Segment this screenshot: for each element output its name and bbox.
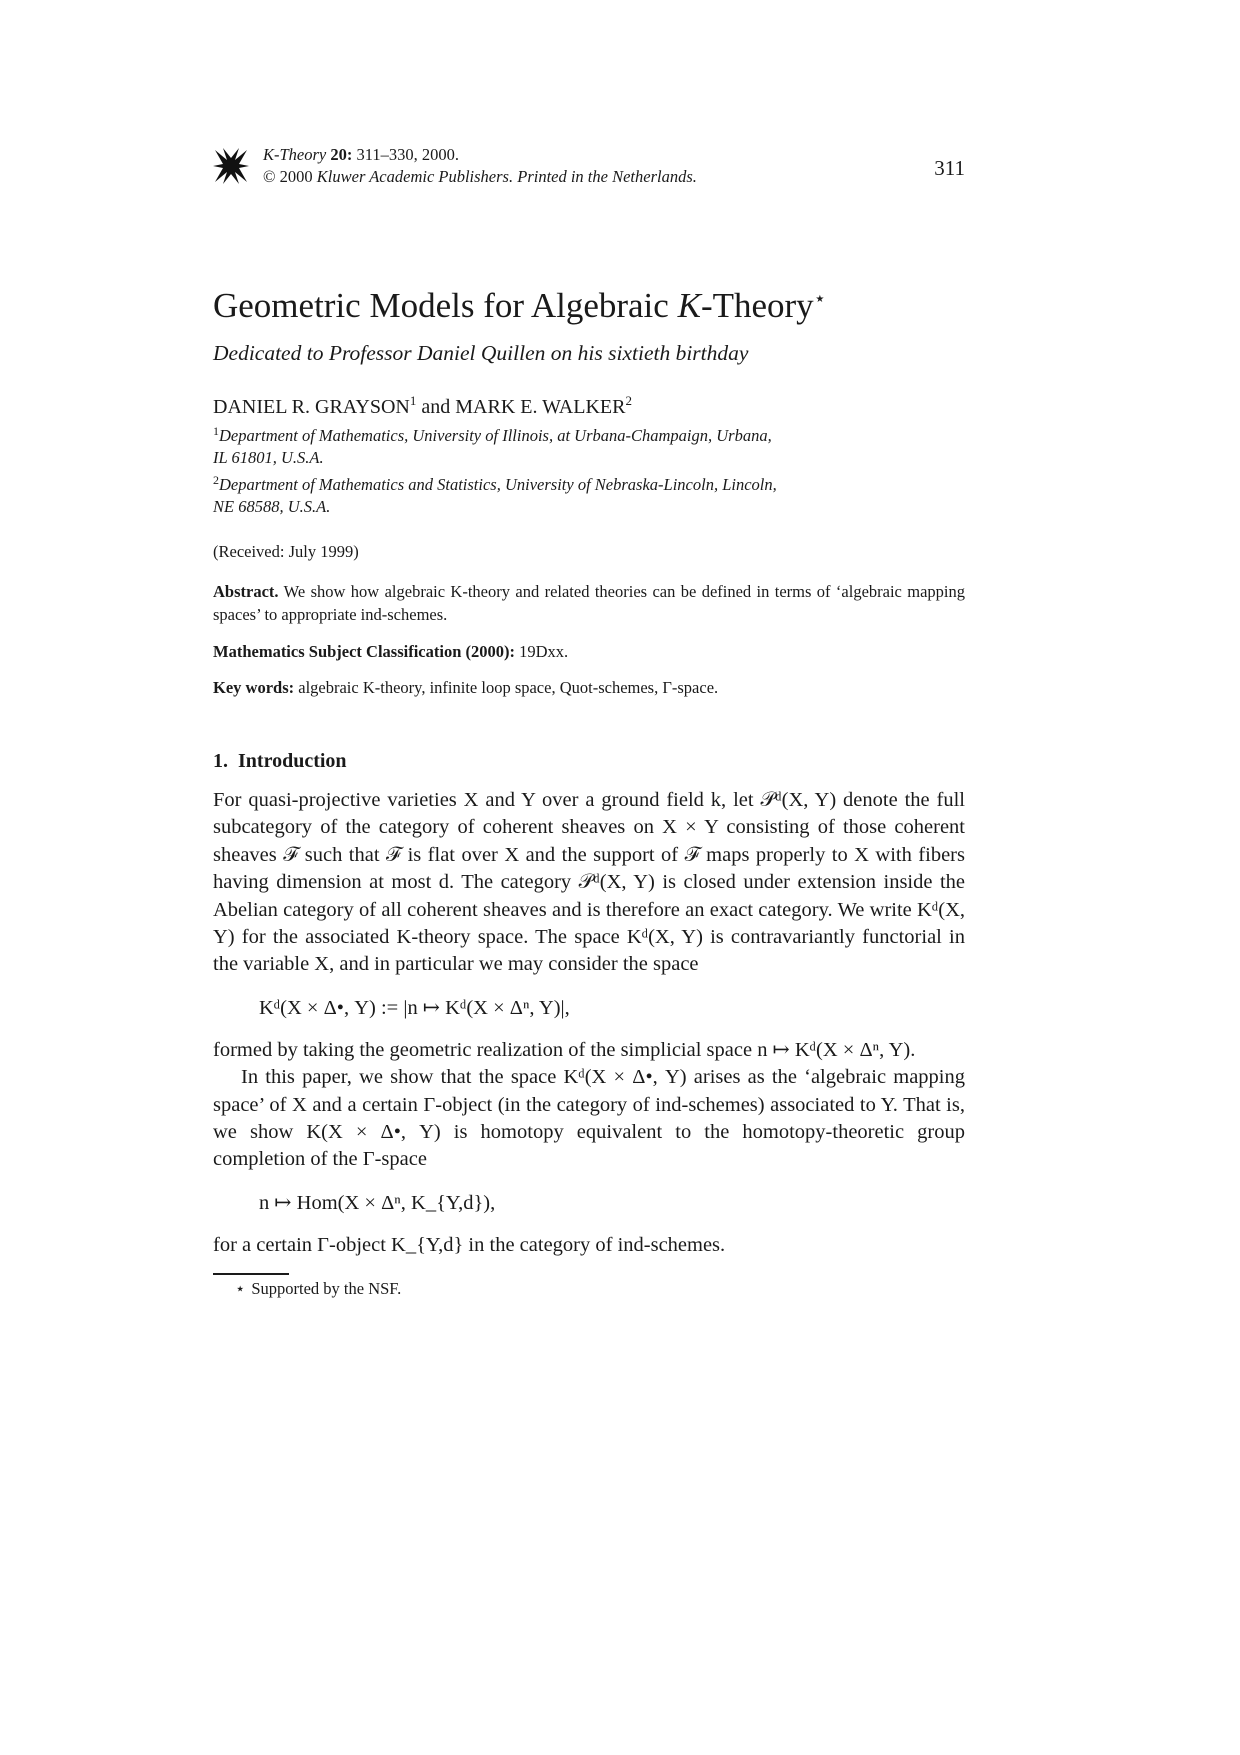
affiliation-1: $^1$Department of Mathematics, University of Illinois, at Urbana-Champaign, Urbana, IL 61801, U.S.A. <box>213 424 772 467</box>
authors: DANIEL R. GRAYSON$^1$ and MARK E. WALKER$^2$ <box>213 393 632 418</box>
abstract-label: Abstract. <box>213 582 279 601</box>
footnote-divider <box>213 1273 289 1275</box>
printed-location: Printed in the Netherlands. <box>517 167 697 186</box>
journal-header <box>213 140 965 200</box>
affiliation-2: $^2$Department of Mathematics and Statistics, University of Nebraska-Lincoln, Lincoln, NE 68588, U.S.A. <box>213 473 777 516</box>
author-2: MARK E. WALKER <box>455 396 626 418</box>
dedication: Dedicated to Professor Daniel Quillen on his sixtieth birthday <box>213 341 749 365</box>
body-paragraph-4: for a certain Γ-object K_{Y,d} in the category of ind-schemes. <box>213 1233 726 1256</box>
paper-page <box>213 140 965 1299</box>
body-paragraph-3: In this paper, we show that the space Kᵈ(X × Δ•, Y) arises as the ‘algebraic mapping space’ of X and a certain Γ-object (in the category of ind-schemes) associated to Y. That is, we show K(X × Δ•, Y) is homotopy equivalent to the homotopy-theoretic group completion of the Γ-space <box>213 1066 965 1171</box>
journal-volume: 20: <box>330 145 353 164</box>
journal-citation <box>263 144 697 188</box>
key-words: Key words: algebraic K-theory, infinite loop space, Quot-schemes, Γ-space. <box>213 678 719 697</box>
footnote-mark: ⋆ <box>235 1278 246 1298</box>
received-date: (Received: July 1999) <box>213 542 359 561</box>
section-heading: 1. Introduction <box>213 750 347 772</box>
journal-name: K-Theory <box>263 145 327 164</box>
abstract-text: We show how algebraic K-theory and related theories can be defined in terms of ‘algebraic mapping spaces’ to appropriate ind-schemes. <box>213 582 966 624</box>
subject-classification: Mathematics Subject Classification (2000): 19Dxx. <box>213 642 569 661</box>
body-paragraph-2: formed by taking the geometric realization of the simplicial space n ↦ Kᵈ(X × Δⁿ, Y). <box>213 1038 916 1061</box>
page-number: 311 <box>934 156 965 180</box>
equation-2: n ↦ Hom(X × Δⁿ, K_{Y,d}), <box>259 1191 496 1214</box>
author-1: DANIEL R. GRAYSON <box>213 396 410 418</box>
body-paragraph-1: For quasi-projective varieties X and Y over a ground field k, let 𝒫ᵈ(X, Y) denote the full subcategory of the category of coherent sheaves on X × Y consisting of those coherent sheaves ℱ such that ℱ is flat over X and the support of ℱ maps properly to X with fibers having dimension at most d. The category 𝒫ᵈ(X, Y) is closed under extension inside the Abelian category of all coherent sheaves and is therefore an exact category. We write Kᵈ(X, Y) for the associated K-theory space. The space Kᵈ(X, Y) is contravariantly functorial in the variable X, and in particular we may consider the space <box>213 789 965 976</box>
copyright-symbol: © <box>263 167 276 186</box>
publisher-logo-icon <box>213 146 249 186</box>
journal-pages: 311–330, 2000. <box>356 145 460 164</box>
paper-title: Geometric Models for Algebraic K-Theory⋆ <box>213 286 827 325</box>
copyright-year: 2000 <box>279 167 313 186</box>
abstract <box>213 580 965 626</box>
equation-1: Kᵈ(X × Δ•, Y) := |n ↦ Kᵈ(X × Δⁿ, Y)|, <box>259 996 570 1019</box>
footnote <box>213 1279 965 1299</box>
footnote-text: Supported by the NSF. <box>251 1278 402 1298</box>
publisher-name: Kluwer Academic Publishers. <box>316 167 514 186</box>
title-footnote-mark: ⋆ <box>813 288 827 310</box>
